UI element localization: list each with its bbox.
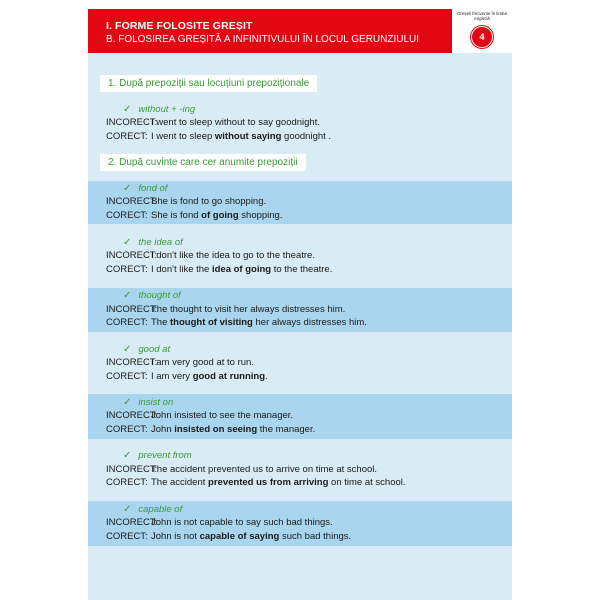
correct-sentence: CORECT: I am very good at running. xyxy=(106,371,268,382)
rule-hint: ✓ capable of xyxy=(123,504,183,515)
rule-hint: ✓ without + -ing xyxy=(123,104,196,115)
page-number-badge: 4 xyxy=(471,26,493,48)
incorrect-sentence: INCORECT:The accident prevented us to arrive on time at school. xyxy=(106,464,378,475)
incorrect-sentence: INCORECT:She is fond to go shopping. xyxy=(106,196,267,207)
document-page xyxy=(88,9,512,600)
rule-hint: ✓ thought of xyxy=(123,290,181,301)
correct-sentence: CORECT: John insisted on seeing the manager. xyxy=(106,424,316,435)
check-icon: ✓ xyxy=(123,504,132,515)
incorrect-sentence: INCORECT:I don't like the idea to go to the theatre. xyxy=(106,250,315,261)
correct-sentence: CORECT: I don't like the idea of going to the theatre. xyxy=(106,264,333,275)
rule-hint: ✓ good at xyxy=(123,344,171,355)
page-tab xyxy=(452,9,512,53)
rule-hint: ✓ the idea of xyxy=(123,237,183,248)
correct-sentence: CORECT: The thought of visiting her always distresses him. xyxy=(106,317,367,328)
incorrect-sentence: INCORECT:John insisted to see the manager. xyxy=(106,410,294,421)
section-heading-2: 2. După cuvinte care cer anumite prepoziții xyxy=(100,154,306,171)
check-icon: ✓ xyxy=(123,450,132,461)
section-heading-1: 1. După prepoziții sau locuțiuni prepoziționale xyxy=(100,75,317,92)
check-icon: ✓ xyxy=(123,237,132,248)
rule-hint: ✓ fond of xyxy=(123,183,168,194)
correct-sentence: CORECT: John is not capable of saying such bad things. xyxy=(106,531,352,542)
check-icon: ✓ xyxy=(123,290,132,301)
check-icon: ✓ xyxy=(123,104,132,115)
check-icon: ✓ xyxy=(123,397,132,408)
incorrect-sentence: INCORECT:The thought to visit her always distresses him. xyxy=(106,304,346,315)
correct-sentence: CORECT: She is fond of going shopping. xyxy=(106,210,283,221)
page-header xyxy=(88,9,512,53)
incorrect-sentence: INCORECT:I am very good at to run. xyxy=(106,357,254,368)
incorrect-sentence: INCORECT:I went to sleep without to say goodnight. xyxy=(106,117,320,128)
page-title: I. FORME FOLOSITE GREȘIT xyxy=(106,20,253,32)
rule-hint: ✓ prevent from xyxy=(123,450,192,461)
incorrect-sentence: INCORECT:John is not capable to say such bad things. xyxy=(106,517,333,528)
book-title: Greșeli frecvente în limba engleză xyxy=(457,11,507,22)
rule-hint: ✓ insist on xyxy=(123,397,174,408)
correct-sentence: CORECT: The accident prevented us from arriving on time at school. xyxy=(106,477,406,488)
check-icon: ✓ xyxy=(123,344,132,355)
page-subtitle: B. FOLOSIREA GREȘITĂ A INFINITIVULUI ÎN LOCUL GERUNZIULUI xyxy=(106,34,420,45)
correct-sentence: CORECT: I went to sleep without saying goodnight . xyxy=(106,131,332,142)
check-icon: ✓ xyxy=(123,183,132,194)
